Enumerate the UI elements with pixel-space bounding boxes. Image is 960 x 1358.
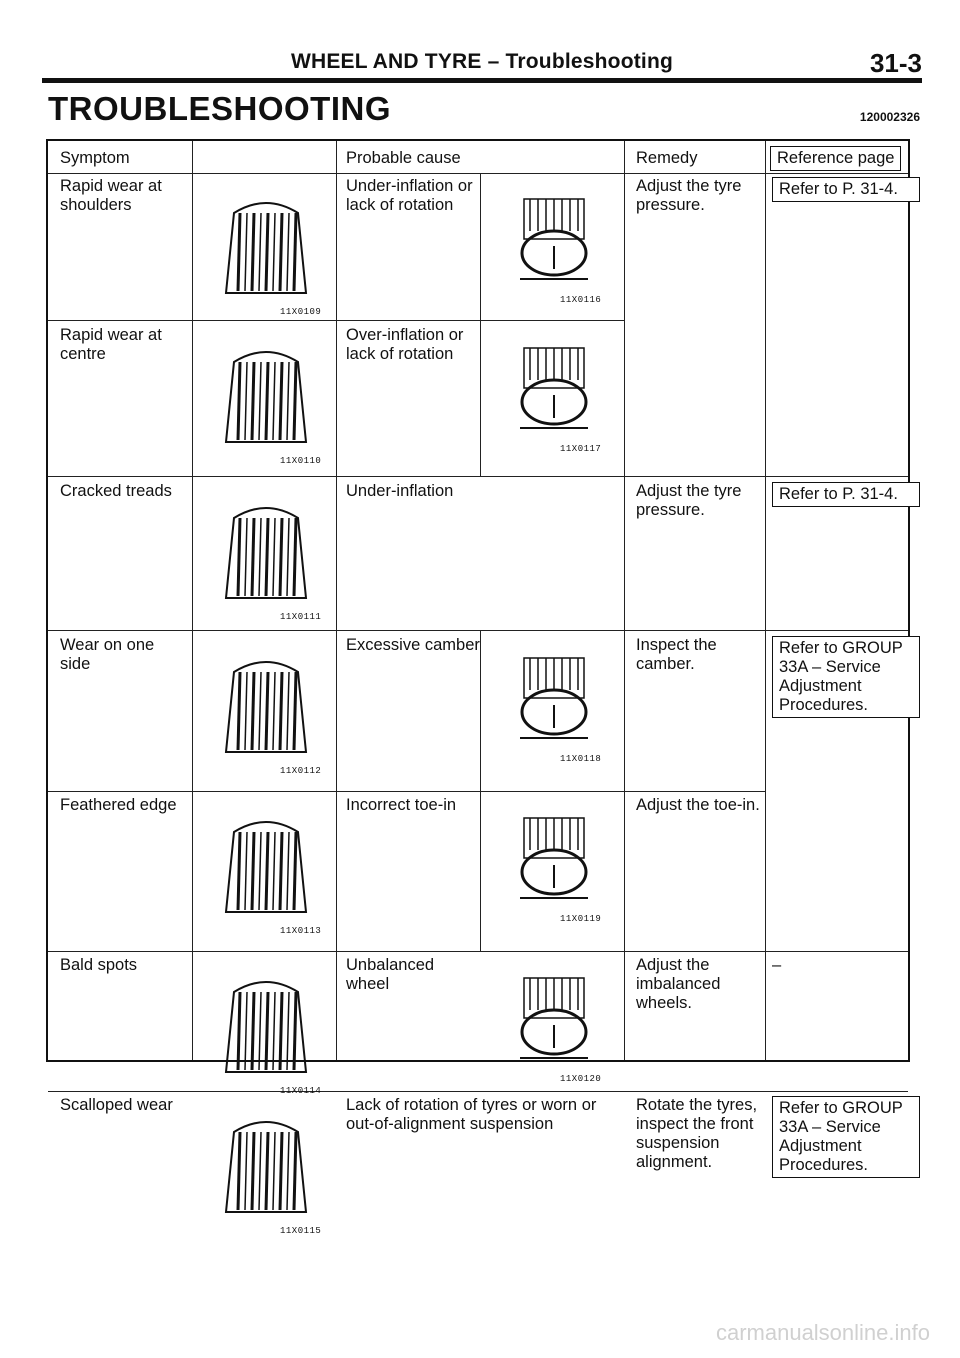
- row-divider: [48, 1091, 908, 1092]
- row-divider: [48, 791, 765, 792]
- tyre-wear-illustration: [206, 1102, 326, 1227]
- row-divider: [48, 951, 908, 952]
- row-7-symptom: Scalloped wear: [60, 1096, 173, 1114]
- row-1-cause: Under-inflation or lack of rotation: [346, 177, 473, 214]
- page-header: [42, 48, 922, 83]
- row-7-cause: Lack of rotation of tyres or worn or out-of-alignment suspension: [346, 1096, 597, 1133]
- figure-code: 11X0111: [280, 612, 322, 622]
- row-7-reference: Refer to GROUP 33A – Service Adjustment Procedures.: [772, 1096, 920, 1178]
- row-divider: [48, 476, 908, 477]
- row-4-cause: Excessive camber: [346, 636, 480, 654]
- tyre-wear-illustration: [206, 183, 326, 308]
- figure-code: 11X0110: [280, 456, 322, 466]
- row-4-symptom: Wear on one side: [60, 636, 155, 673]
- tyre-wear-illustration: [206, 488, 326, 613]
- column-divider: [336, 141, 337, 1060]
- row-3-reference: Refer to P. 31-4.: [772, 482, 920, 507]
- row-4-remedy: Inspect the camber.: [636, 636, 717, 673]
- figure-code: 11X0113: [280, 926, 322, 936]
- row-divider: [48, 173, 908, 174]
- row-2-symptom: Rapid wear at centre: [60, 326, 162, 363]
- row-7-remedy: Rotate the tyres, inspect the front suspension alignment.: [636, 1096, 758, 1171]
- header-symptom: Symptom: [60, 149, 130, 167]
- figure-code: 11X0117: [560, 444, 602, 454]
- row-6-symptom: Bald spots: [60, 956, 138, 974]
- header-reference-page: Reference page: [770, 146, 901, 171]
- tyre-wear-illustration: [206, 962, 326, 1087]
- figure-code: 11X0115: [280, 1226, 322, 1236]
- column-divider: [765, 141, 766, 1060]
- figure-code: 11X0109: [280, 307, 322, 317]
- row-6-remedy: Adjust the imbalanced wheels.: [636, 956, 721, 1012]
- row-divider: [48, 630, 908, 631]
- row-3-remedy: Adjust the tyre pressure.: [636, 482, 742, 519]
- row-3-cause: Under-inflation: [346, 482, 454, 500]
- row-5-symptom: Feathered edge: [60, 796, 177, 814]
- row-3-symptom: Cracked treads: [60, 482, 172, 500]
- row-1-symptom: Rapid wear at shoulders: [60, 177, 162, 214]
- figure-code: 11X0114: [280, 1086, 322, 1096]
- row-2-cause: Over-inflation or lack of rotation: [346, 326, 464, 363]
- document-code: 120002326: [859, 110, 920, 124]
- figure-code: 11X0118: [560, 754, 602, 764]
- figure-code: 11X0119: [560, 914, 602, 924]
- figure-code: 11X0116: [560, 295, 602, 305]
- row-1-reference: Refer to P. 31-4.: [772, 177, 920, 202]
- section-title: TROUBLESHOOTING: [48, 90, 391, 127]
- column-divider: [192, 141, 193, 1060]
- row-4-reference: Refer to GROUP 33A – Service Adjustment Procedures.: [772, 636, 920, 718]
- row-5-cause: Incorrect toe-in: [346, 796, 457, 814]
- troubleshooting-table: [46, 139, 910, 1236]
- row-6-cause: Unbalanced wheel: [346, 956, 435, 993]
- watermark: carmanualsonline.info: [715, 1320, 930, 1345]
- tyre-wear-illustration: [206, 802, 326, 927]
- row-1-remedy: Adjust the tyre pressure.: [636, 177, 742, 214]
- column-divider: [624, 141, 625, 1060]
- figure-code: 11X0112: [280, 766, 322, 776]
- row-5-remedy: Adjust the toe-in.: [636, 796, 760, 814]
- tyre-wear-illustration: [206, 642, 326, 767]
- row-divider: [48, 320, 625, 321]
- page-number: 31-3: [869, 48, 922, 78]
- figure-code: 11X0120: [560, 1074, 602, 1084]
- row-6-reference: –: [772, 956, 782, 974]
- header-remedy: Remedy: [636, 149, 698, 167]
- header-title: WHEEL AND TYRE – Troubleshooting: [290, 50, 674, 73]
- column-divider: [480, 173, 481, 476]
- tyre-wear-illustration: [206, 332, 326, 457]
- header-probable-cause: Probable cause: [346, 149, 461, 167]
